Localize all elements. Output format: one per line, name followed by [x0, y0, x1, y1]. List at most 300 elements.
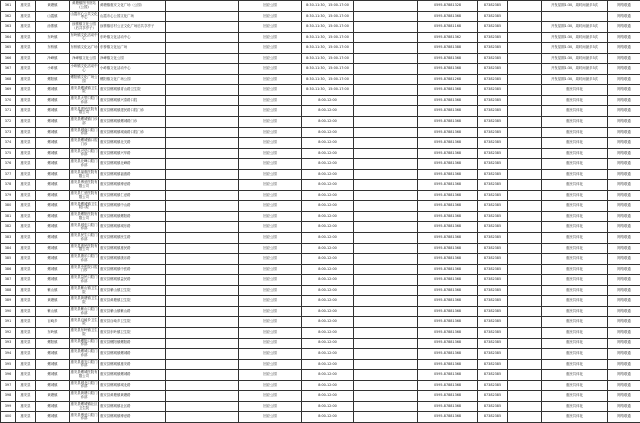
table-cell: 惠安县东岭镇卫生院 [99, 327, 166, 338]
table-cell: 惠民共体化 [542, 359, 608, 370]
table-cell: 382 [1, 222, 16, 233]
table-cell: 惠民共体化 [542, 201, 608, 212]
table-cell: 惠安县螺城镇城北路 [99, 380, 166, 391]
table-cell: 回应公园 [239, 412, 302, 423]
table-cell: 0595-87881368 [418, 180, 478, 191]
table-cell: 惠安县螺城镇福惠路 [99, 169, 166, 180]
table-cell: 螺阳镇 [36, 338, 70, 349]
table-cell: 8:00-12:00 [302, 159, 354, 170]
table-cell: 回应公园 [239, 380, 302, 391]
table-cell: 惠安县 [16, 169, 36, 180]
table-cell: 87382385 [478, 138, 508, 149]
table-cell: 361 [1, 1, 16, 12]
table-cell: 0595-87881368 [418, 285, 478, 296]
table-cell: 惠安县螺阳口腔门诊部 [70, 338, 99, 349]
table-cell: 惠安县螺城镇博爱路 [99, 180, 166, 191]
table-cell: 回应公园 [239, 106, 302, 117]
table-cell: 小岞镇 [36, 64, 70, 75]
table-cell [166, 254, 239, 265]
table-cell: 398 [1, 391, 16, 402]
table-cell: 惠安县螺城镇兴泰路口腔 [99, 95, 166, 106]
table-cell [166, 306, 239, 317]
table-cell: 362 [1, 11, 16, 22]
table-cell: 惠安县东岭镇卫生院 [70, 327, 99, 338]
table-cell: 涂寨镇后村公正文化广场后共享亭子 [99, 22, 166, 33]
table-cell: 0595-87881368 [418, 148, 478, 159]
table-cell [508, 359, 542, 370]
table-cell [508, 233, 542, 244]
table-cell: 网络联通 [608, 11, 640, 22]
table-cell [354, 296, 418, 307]
table-cell [166, 211, 239, 222]
table-cell: 回应公园 [239, 296, 302, 307]
table-row [1, 95, 640, 106]
table-cell [166, 138, 239, 149]
table-cell: 0595-87881368 [418, 159, 478, 170]
table-cell: 回应公园 [239, 401, 302, 412]
table-cell [542, 11, 608, 22]
table-cell: 8:00-12:00 [302, 401, 354, 412]
table-cell: 网络联通 [608, 254, 640, 265]
table-cell: 螺城镇 [36, 264, 70, 275]
table-cell: 网络联通 [608, 64, 640, 75]
table-cell: 0595-87881368 [418, 222, 478, 233]
table-cell: 8:30-11:30，15:00-17:00 [302, 32, 354, 43]
table-cell [354, 370, 418, 381]
table-row [1, 32, 640, 43]
table-cell [166, 169, 239, 180]
table-cell: 网络联通 [608, 22, 640, 33]
table-cell: 网络联通 [608, 412, 640, 423]
table-cell: 376 [1, 159, 16, 170]
table-cell: 惠民共体化 [542, 138, 608, 149]
table-cell [508, 180, 542, 191]
table-cell: 87382385 [478, 349, 508, 360]
table-cell: 87382385 [478, 22, 508, 33]
table-cell: 400 [1, 412, 16, 423]
table-cell [166, 43, 239, 54]
table-cell [508, 85, 542, 96]
table-cell: 0595-87881368 [418, 391, 478, 402]
table-cell: 363 [1, 22, 16, 33]
table-cell: 惠安县螺城镇中山路 [99, 201, 166, 212]
table-cell: 螺城镇 [36, 211, 70, 222]
table-cell: 紫山镇 [36, 306, 70, 317]
table-cell: 惠安县 [16, 275, 36, 286]
table-cell: 8:00-12:00 [302, 285, 354, 296]
table-cell: 惠安县螺城镇城南路口腔门诊 [99, 127, 166, 138]
table-cell: 惠安县螺城镇螺阳路 [99, 211, 166, 222]
table-cell: 396 [1, 370, 16, 381]
table-cell: 惠安县 [16, 338, 36, 349]
table-cell [354, 127, 418, 138]
table-cell [508, 138, 542, 149]
table-cell: 惠安县紫山镇卫生院 [70, 285, 99, 296]
table-cell: 回应公园 [239, 359, 302, 370]
table-cell [508, 306, 542, 317]
table-cell [354, 338, 418, 349]
table-cell [508, 349, 542, 360]
table-cell: 惠安县螺城口腔门诊部 [70, 349, 99, 360]
table-cell [354, 233, 418, 244]
table-cell [354, 327, 418, 338]
table-cell: 87382385 [478, 391, 508, 402]
table-cell: 惠安县 [16, 201, 36, 212]
table-cell: 黄塘镇惠安文化广场（公园） [99, 1, 166, 12]
table-row [1, 296, 640, 307]
table-cell [166, 391, 239, 402]
table-cell [354, 285, 418, 296]
table-cell [354, 11, 418, 22]
table-cell: 螺城镇 [36, 243, 70, 254]
table-cell [354, 401, 418, 412]
table-cell: 螺城镇 [36, 190, 70, 201]
table-cell: 0595-87881368 [418, 201, 478, 212]
table-cell: 惠安县 [16, 349, 36, 360]
table-cell [508, 275, 542, 286]
table-cell: 8:00-12:00 [302, 338, 354, 349]
table-cell: 8:00-12:00 [302, 254, 354, 265]
table-cell [508, 254, 542, 265]
table-cell: 回应公园 [239, 306, 302, 317]
table-cell: 87382385 [478, 243, 508, 254]
table-cell [166, 106, 239, 117]
table-cell: 螺城镇 [36, 275, 70, 286]
table-cell: 东桥镇文化运广场 [99, 43, 166, 54]
table-cell: 惠安县城南口腔门诊部 [70, 127, 99, 138]
table-cell: 8:30-11:30，15:00-17:00 [302, 85, 354, 96]
table-cell: 惠安县 [16, 64, 36, 75]
table-cell: 东岭镇 [36, 327, 70, 338]
table-cell: 黄塘镇 [36, 391, 70, 402]
table-cell [508, 222, 542, 233]
table-cell: 网络联通 [608, 138, 640, 149]
table-cell: 惠安县 [16, 211, 36, 222]
table-cell: 367 [1, 64, 16, 75]
table-cell: 东岭镇文化活动中心 [99, 32, 166, 43]
table-cell: 87382385 [478, 190, 508, 201]
table-cell [166, 327, 239, 338]
table-cell: 回应公园 [239, 222, 302, 233]
table-cell: 8:00-12:00 [302, 127, 354, 138]
table-cell: 387 [1, 275, 16, 286]
table-row [1, 222, 640, 233]
table-cell: 87382385 [478, 169, 508, 180]
table-cell: 网络联通 [608, 117, 640, 128]
table-cell: 网络联通 [608, 285, 640, 296]
table-cell: 8:00-12:00 [302, 117, 354, 128]
table-cell [508, 264, 542, 275]
table-cell [354, 201, 418, 212]
table-cell [508, 370, 542, 381]
table-cell [354, 85, 418, 96]
table-cell: 87382385 [478, 359, 508, 370]
table-cell [354, 359, 418, 370]
table-cell: 回应公园 [239, 95, 302, 106]
table-cell: 回应公园 [239, 233, 302, 244]
table-cell: 87382385 [478, 53, 508, 64]
table-cell: 8:00-12:00 [302, 138, 354, 149]
table-cell: 365 [1, 43, 16, 54]
table-cell [166, 53, 239, 64]
table-cell: 回应公园 [239, 22, 302, 33]
table-cell: 螺阳镇文化广场公园 [99, 74, 166, 85]
table-cell: 百崎乡 [36, 317, 70, 328]
table-cell: 惠安县 [16, 380, 36, 391]
table-cell: 惠安县仁爱医院有限公司 [70, 190, 99, 201]
table-cell: 370 [1, 95, 16, 106]
table-cell: 87382385 [478, 275, 508, 286]
table-cell: 惠民共体化 [542, 254, 608, 265]
table-cell [166, 285, 239, 296]
table-cell: 惠安县 [16, 53, 36, 64]
table-cell: 惠安县螺城镇社区卫生院 [70, 401, 99, 412]
table-cell: 381 [1, 211, 16, 222]
table-cell [508, 169, 542, 180]
table-cell: 8:30-11:30，15:00-17:00 [302, 53, 354, 64]
table-cell: 惠安县益民口腔门诊部 [70, 275, 99, 286]
table-cell: 惠安县 [16, 296, 36, 307]
table-cell: 惠民共体化 [542, 159, 608, 170]
table-cell: 惠安县黄塘镇卫生院 [99, 296, 166, 307]
table-cell: 0595-87881368 [418, 64, 478, 75]
table-cell: 373 [1, 127, 16, 138]
table-cell [166, 74, 239, 85]
table-cell: 惠安县紫山口腔门诊部 [70, 306, 99, 317]
table-cell: 380 [1, 201, 16, 212]
table-cell [166, 127, 239, 138]
table-cell: 惠民共体化 [542, 370, 608, 381]
table-cell: 8:00-12:00 [302, 327, 354, 338]
table-cell: 惠安县 [16, 148, 36, 159]
table-cell: 惠安县博爱医院有限公司 [70, 180, 99, 191]
table-cell: 净峰镇文化公园 [70, 53, 99, 64]
table-cell: 375 [1, 148, 16, 159]
table-row [1, 117, 640, 128]
table-cell: 371 [1, 106, 16, 117]
table-row [1, 11, 640, 22]
table-cell [354, 211, 418, 222]
table-cell [508, 285, 542, 296]
table-cell: 螺城镇 [36, 180, 70, 191]
table-cell: 惠安县紫山镇卫生院 [99, 285, 166, 296]
table-cell [354, 243, 418, 254]
table-cell: 螺城镇 [36, 412, 70, 423]
table-cell [508, 22, 542, 33]
table-cell: 惠安县 [16, 106, 36, 117]
table-cell: 惠民共体化 [542, 127, 608, 138]
table-cell [354, 306, 418, 317]
table-cell [508, 243, 542, 254]
table-row [1, 190, 640, 201]
table-cell: 净峰镇 [36, 53, 70, 64]
table-cell: 390 [1, 306, 16, 317]
table-cell: 0595-87881368 [418, 169, 478, 180]
table-cell [354, 169, 418, 180]
table-cell: 0595-87881368 [418, 211, 478, 222]
table-row [1, 74, 640, 85]
table-cell: 0595-87881362 [418, 32, 478, 43]
table-cell: 374 [1, 138, 16, 149]
table-cell [508, 338, 542, 349]
table-cell: 开发星期1:30，周时间最多3次 [542, 22, 608, 33]
table-cell: 网络联通 [608, 190, 640, 201]
table-cell: 网络联通 [608, 401, 640, 412]
table-cell: 山霞市心公共文化中心 [70, 11, 99, 22]
table-cell: 372 [1, 117, 16, 128]
table-cell [354, 32, 418, 43]
table-cell [166, 222, 239, 233]
table-cell [508, 106, 542, 117]
table-cell: 8:00-12:00 [302, 243, 354, 254]
table-row [1, 64, 640, 75]
table-cell: 网络联通 [608, 106, 640, 117]
table-cell [354, 222, 418, 233]
table-cell: 0595-87881368 [418, 95, 478, 106]
table-cell: 0595-87881388 [418, 43, 478, 54]
table-cell: 螺城镇 [36, 233, 70, 244]
table-cell: 惠安县北峰口腔门诊部 [70, 159, 99, 170]
table-cell: 回应公园 [239, 138, 302, 149]
table-cell [508, 401, 542, 412]
table-cell: 小岞镇文化活动中心 [70, 64, 99, 75]
table-row [1, 169, 640, 180]
table-cell: 惠安县大型口腔门诊部 [70, 95, 99, 106]
table-cell: 网络联通 [608, 338, 640, 349]
table-cell: 0595-87881368 [418, 264, 478, 275]
table-cell: 惠安县螺城医院有限公司 [70, 370, 99, 381]
table-cell: 8:30-11:30，15:00-17:00 [302, 43, 354, 54]
table-cell [354, 138, 418, 149]
table-cell: 惠民共体化 [542, 306, 608, 317]
table-cell: 回应公园 [239, 11, 302, 22]
table-cell: 回应公园 [239, 180, 302, 191]
table-cell [508, 32, 542, 43]
table-cell: 螺城镇 [36, 401, 70, 412]
table-cell: 网络联通 [608, 370, 640, 381]
table-cell [508, 64, 542, 75]
table-row [1, 391, 640, 402]
table-row [1, 254, 640, 265]
table-cell: 惠安县螺城镇青山路卫生院 [99, 85, 166, 96]
table-cell: 惠安县螺城镇博爱路 [99, 412, 166, 423]
table-cell: 东桥镇文化运广场 [70, 43, 99, 54]
table-cell [354, 148, 418, 159]
table-cell: 惠安县建民医院有限公司 [70, 106, 99, 117]
table-cell [508, 201, 542, 212]
table-cell: 紫山镇 [36, 285, 70, 296]
table-cell [354, 317, 418, 328]
table-cell: 回应公园 [239, 64, 302, 75]
table-cell: 回应公园 [239, 159, 302, 170]
table-cell: 开发星期1:30，周时间最多3次 [542, 64, 608, 75]
table-cell [354, 106, 418, 117]
table-row [1, 233, 640, 244]
table-cell: 惠安县螺城镇北关路 [99, 138, 166, 149]
table-cell: 网络联通 [608, 53, 640, 64]
table-cell: 87382385 [478, 338, 508, 349]
table-cell [508, 11, 542, 22]
table-cell: 惠民共体化 [542, 233, 608, 244]
table-cell: 惠安县螺城镇螺城路 [99, 349, 166, 360]
table-cell [354, 264, 418, 275]
table-cell: 0595-87881368 [418, 190, 478, 201]
table-cell: 惠安县 [16, 32, 36, 43]
table-cell: 惠安县螺城镇建民路口腔门诊 [99, 106, 166, 117]
table-cell: 螺城镇 [36, 254, 70, 265]
table-cell: 螺城镇 [36, 201, 70, 212]
table-cell: 87382385 [478, 11, 508, 22]
table-cell: 惠安县螺阳医院有限公司 [70, 211, 99, 222]
table-cell: 惠安县黄塘镇黄塘路 [99, 391, 166, 402]
table-cell: 惠安县 [16, 190, 36, 201]
table-cell [354, 159, 418, 170]
table-cell: 涂寨镇文化公园（后共享亭子） [70, 22, 99, 33]
table-cell: 螺城镇 [36, 159, 70, 170]
table-cell: 惠安县惠安口腔门诊部 [70, 359, 99, 370]
table-cell: 389 [1, 296, 16, 307]
table-cell: 378 [1, 180, 16, 191]
table-cell: 87382385 [478, 95, 508, 106]
table-cell: 回应公园 [239, 74, 302, 85]
table-cell [354, 22, 418, 33]
table-cell: 397 [1, 380, 16, 391]
table-cell [508, 53, 542, 64]
table-cell: 网络联通 [608, 264, 640, 275]
table-cell: 惠安县 [16, 285, 36, 296]
table-cell: 87382385 [478, 1, 508, 12]
table-cell [166, 159, 239, 170]
table-cell: 惠民共体化 [542, 95, 608, 106]
table-cell: 网络联通 [608, 127, 640, 138]
table-cell: 惠民共体化 [542, 327, 608, 338]
table-cell [508, 412, 542, 423]
table-cell [508, 327, 542, 338]
table-cell [166, 95, 239, 106]
table-cell: 惠民共体化 [542, 338, 608, 349]
table-cell: 惠民共体化 [542, 85, 608, 96]
table-cell: 0595-87881368 [418, 138, 478, 149]
table-cell [166, 11, 239, 22]
table-cell [508, 43, 542, 54]
table-cell: 395 [1, 359, 16, 370]
table-cell: 399 [1, 401, 16, 412]
table-cell: 回应公园 [239, 370, 302, 381]
table-cell: 网络联通 [608, 180, 640, 191]
table-cell: 8:30-11:30，15:00-17:00 [302, 64, 354, 75]
table-cell: 开发星期1:30，周时间最多3次 [542, 43, 608, 54]
table-cell: 螺城镇 [36, 117, 70, 128]
table-row [1, 201, 640, 212]
table-cell: 87382385 [478, 306, 508, 317]
table-row [1, 380, 640, 391]
table-cell: 惠安县螺城镇民生路 [99, 233, 166, 244]
table-cell: 惠安县螺城镇口腔门诊 [70, 138, 99, 149]
table-cell: 0595-87881368 [418, 401, 478, 412]
table-cell [354, 412, 418, 423]
table-cell: 0595-87881368 [418, 275, 478, 286]
table-cell: 8:00-12:00 [302, 412, 354, 423]
table-cell: 368 [1, 74, 16, 85]
table-cell: 网络联通 [608, 222, 640, 233]
table-cell: 87382385 [478, 233, 508, 244]
table-cell: 螺阳镇 [36, 74, 70, 85]
table-cell: 0595-87881328 [418, 1, 478, 12]
table-cell: 87382385 [478, 370, 508, 381]
table-cell: 0595-87881268 [418, 74, 478, 85]
table-row [1, 22, 640, 33]
table-cell: 螺城镇 [36, 106, 70, 117]
